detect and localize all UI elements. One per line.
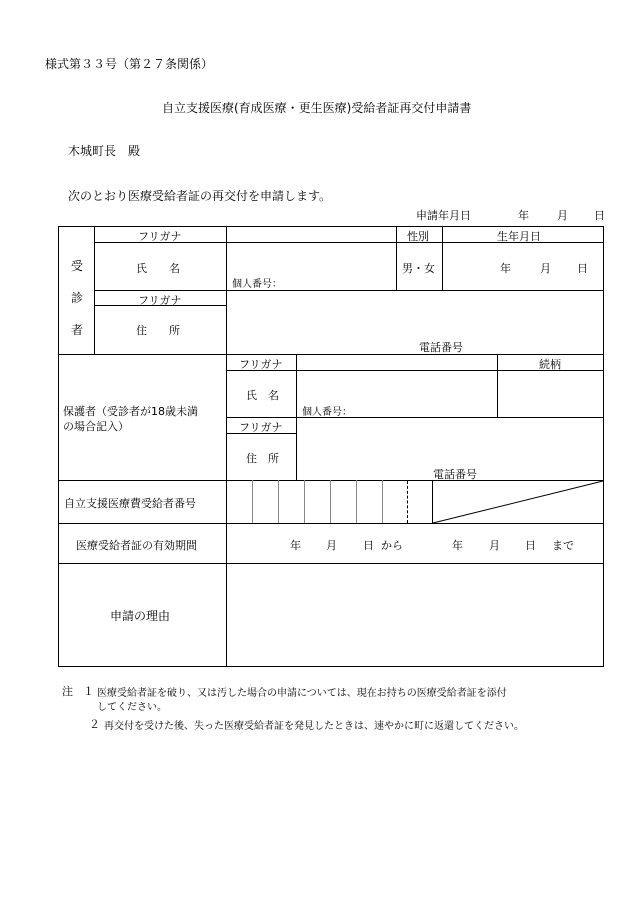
application-date-year[interactable]: 年: [518, 209, 529, 222]
application-date-day[interactable]: 日: [594, 209, 605, 222]
guardian-section-label-1: 保護者（受診者が18歳未満: [63, 405, 198, 418]
validity-label: 医療受給者証の有効期間: [76, 539, 197, 552]
note-1-line-2: してください。: [97, 702, 167, 713]
patient-birth-year[interactable]: 年: [500, 262, 511, 275]
guardian-relation-label: 続柄: [539, 358, 561, 371]
patient-sex-value[interactable]: 男・女: [402, 262, 435, 275]
form-number: 様式第３３号（第２７条関係）: [45, 57, 214, 71]
patient-name-label: 氏 名: [136, 262, 180, 275]
guardian-furigana2-label: フリガナ: [239, 421, 283, 434]
patient-my-number-label: 個人番号：: [232, 279, 282, 290]
reason-label: 申請の理由: [110, 609, 171, 623]
validity-to-suffix: まで: [552, 539, 574, 552]
intro-text: 次のとおり医療受給者証の再交付を申請します。: [68, 189, 332, 203]
guardian-address-label: 住 所: [246, 452, 279, 465]
validity-from-month[interactable]: 月: [326, 539, 337, 552]
patient-birth-day[interactable]: 日: [577, 262, 588, 275]
patient-furigana-field[interactable]: [229, 228, 394, 241]
validity-to-year[interactable]: 年: [452, 539, 463, 552]
patient-section-label: 受 診 者: [70, 259, 83, 337]
note-1-number: １: [83, 685, 94, 698]
addressee: 木城町長 殿: [68, 144, 141, 158]
diagonal-strike: [432, 480, 604, 524]
guardian-phone-label: 電話番号: [433, 468, 477, 481]
validity-from-day[interactable]: 日: [363, 539, 374, 552]
validity-to-day[interactable]: 日: [525, 539, 536, 552]
guardian-section-label-2: の場合記入）: [63, 420, 129, 433]
guardian-my-number-label: 個人番号：: [302, 407, 352, 418]
patient-birthdate-label: 生年月日: [497, 230, 541, 243]
reason-field[interactable]: [228, 565, 602, 665]
validity-from-year[interactable]: 年: [290, 539, 301, 552]
application-date-month[interactable]: 月: [557, 209, 568, 222]
guardian-furigana-label: フリガナ: [239, 358, 283, 371]
patient-address-label: 住 所: [136, 324, 180, 337]
patient-birth-month[interactable]: 月: [540, 262, 551, 275]
patient-furigana2-label: フリガナ: [138, 294, 182, 307]
validity-to-month[interactable]: 月: [489, 539, 500, 552]
patient-phone-label: 電話番号: [419, 341, 463, 354]
note-2-number: ２: [89, 718, 100, 731]
patient-sex-label: 性別: [407, 230, 429, 243]
note-1-line-1: 医療受給者証を破り、又は汚した場合の申請については、現在お持ちの医療受給者証を添付: [97, 688, 507, 699]
form-title: 自立支援医療(育成医療・更生医療)受給者証再交付申請書: [162, 101, 472, 115]
patient-furigana-label: フリガナ: [138, 230, 182, 243]
guardian-name-label: 氏 名: [246, 389, 279, 402]
note-2-text: 再交付を受けた後、失った医療受給者証を発見したときは、速やかに町に返還してください。: [104, 721, 524, 732]
application-date-label: 申請年月日: [416, 209, 471, 222]
certificate-number-label: 自立支援医療費受給者番号: [64, 497, 196, 510]
validity-from-suffix: から: [381, 539, 403, 552]
notes-prefix: 注: [62, 685, 73, 698]
